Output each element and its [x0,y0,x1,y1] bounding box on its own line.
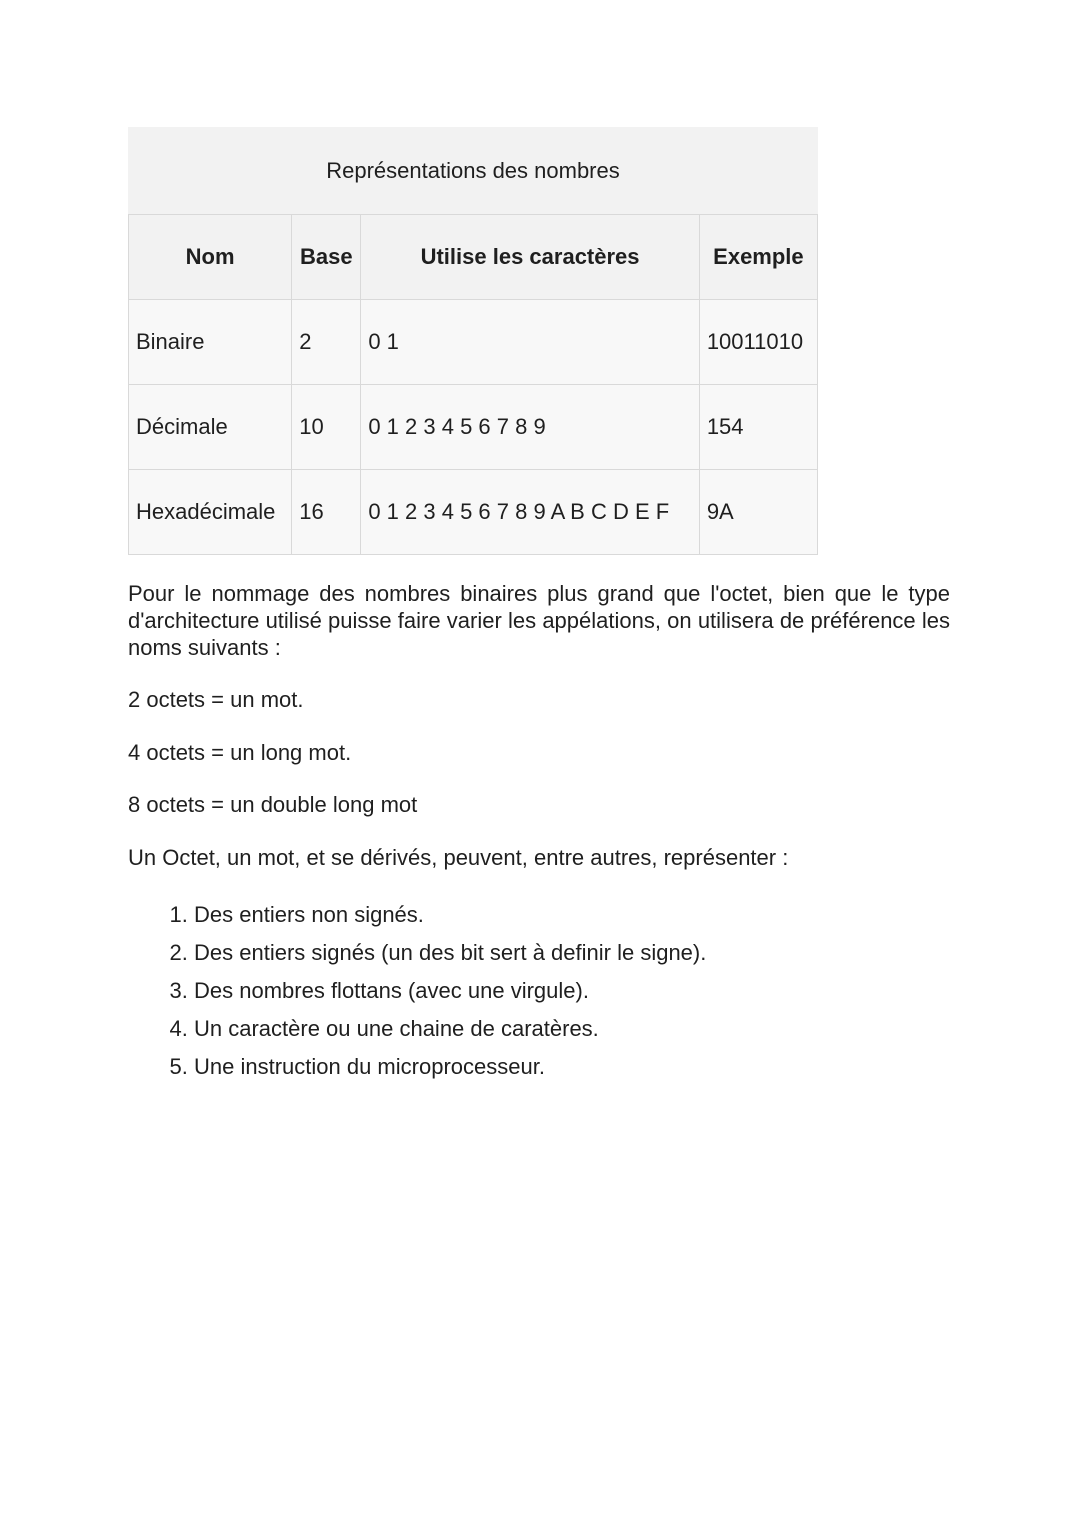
definition-line: 4 octets = un long mot. [128,740,352,765]
table-row [129,470,818,555]
cell-chars: 0 1 [361,300,699,385]
cell-chars: 0 1 2 3 4 5 6 7 8 9 [361,385,699,470]
cell-example: 10011010 [699,300,817,385]
cell-example: 154 [699,385,817,470]
table-header-row [129,215,818,300]
header-base: Base [292,215,361,300]
cell-base: 10 [292,385,361,470]
header-example: Exemple [699,215,817,300]
uses-intro: Un Octet, un mot, et se dérivés, peuvent, entre autres, représenter : [128,845,789,870]
list-item: 1. Des entiers non signés. [194,896,706,934]
cell-nom: Binaire [129,300,292,385]
uses-list [128,896,706,1086]
intro-paragraph: Pour le nommage des nombres binaires plus grand que l'octet, bien que le type d'architecture utilisé puisse faire varier les appélations, on utilisera de préférence les noms suivants : [128,581,950,660]
cell-example: 9A [699,470,817,555]
cell-base: 16 [292,470,361,555]
table-row [129,385,818,470]
cell-nom: Décimale [129,385,292,470]
number-representations-table [128,127,818,555]
header-nom: Nom [129,215,292,300]
definition-line: 8 octets = un double long mot [128,792,418,817]
cell-chars: 0 1 2 3 4 5 6 7 8 9 A B C D E F [361,470,699,555]
list-item: 5. Une instruction du microprocesseur. [194,1048,706,1086]
table-caption: Représentations des nombres [128,127,818,214]
table-row [129,300,818,385]
header-chars: Utilise les caractères [361,215,699,300]
cell-nom: Hexadécimale [129,470,292,555]
cell-base: 2 [292,300,361,385]
list-item: 3. Des nombres flottans (avec une virgule). [194,972,706,1010]
list-item: 4. Un caractère ou une chaine de caratères. [194,1010,706,1048]
list-item: 2. Des entiers signés (un des bit sert à definir le signe). [194,934,706,972]
definition-line: 2 octets = un mot. [128,687,304,712]
